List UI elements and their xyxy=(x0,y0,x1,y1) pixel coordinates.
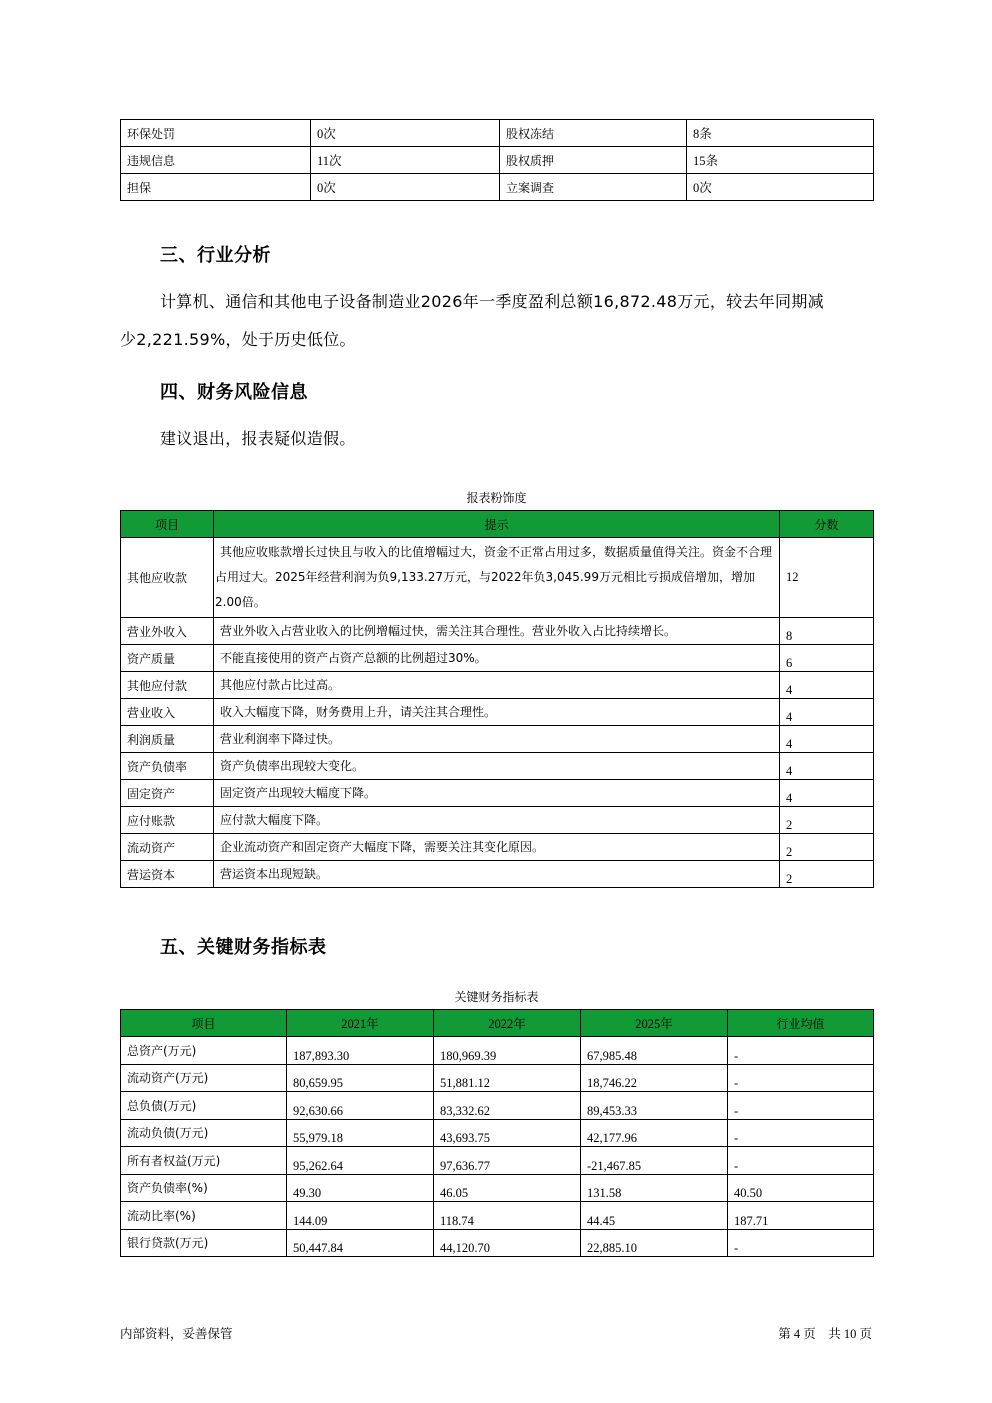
table-row xyxy=(121,726,874,753)
table-cell: 流动负债(万元) xyxy=(121,1119,287,1147)
column-header: 提示 xyxy=(214,511,780,538)
table-cell: 40.50 xyxy=(728,1174,874,1202)
table-row xyxy=(121,672,874,699)
table-row xyxy=(121,1229,874,1257)
table-cell: 80,659.95 xyxy=(287,1064,434,1092)
table-row xyxy=(121,699,874,726)
industry-paragraph-line2: 少2,221.59%，处于历史低位。 xyxy=(120,330,356,349)
table-cell: 营业收入 xyxy=(121,699,214,726)
table-cell: - xyxy=(728,1119,874,1147)
table-row xyxy=(121,618,874,645)
table-cell: 资产质量 xyxy=(121,645,214,672)
column-header: 项目 xyxy=(121,511,214,538)
column-header: 2022年 xyxy=(434,1010,581,1037)
table-row xyxy=(121,1037,874,1065)
column-header: 项目 xyxy=(121,1010,287,1037)
table-row xyxy=(121,174,874,201)
table-cell: 所有者权益(万元) xyxy=(121,1147,287,1175)
table-cell: 12 xyxy=(780,538,874,618)
table-cell: 其他应付款占比过高。 xyxy=(214,672,780,699)
table-cell: 企业流动资产和固定资产大幅度下降，需要关注其变化原因。 xyxy=(214,834,780,861)
table-cell: 8 xyxy=(780,618,874,645)
table-cell: 46.05 xyxy=(434,1174,581,1202)
table-cell: -21,467.85 xyxy=(581,1147,728,1175)
table-row xyxy=(121,780,874,807)
table-cell: 营运资本出现短缺。 xyxy=(214,861,780,888)
table-cell: 营业外收入占营业收入的比例增幅过快，需关注其合理性。营业外收入占比持续增长。 xyxy=(214,618,780,645)
table-cell: 银行贷款(万元) xyxy=(121,1229,287,1257)
table-row xyxy=(121,1174,874,1202)
table-cell: 22,885.10 xyxy=(581,1229,728,1257)
table-cell: 131.58 xyxy=(581,1174,728,1202)
table-cell: 担保 xyxy=(121,174,311,201)
table-cell: 8条 xyxy=(687,120,874,147)
table-cell: 2 xyxy=(780,807,874,834)
table-cell: 0次 xyxy=(311,174,500,201)
table-row xyxy=(121,861,874,888)
section-heading-kpi: 五、关键财务指标表 xyxy=(160,937,327,958)
table-cell: 2 xyxy=(780,834,874,861)
table-cell: 4 xyxy=(780,780,874,807)
table-cell: 4 xyxy=(780,753,874,780)
table-cell: 资产负债率 xyxy=(121,753,214,780)
table-cell: 2 xyxy=(780,861,874,888)
table-cell: 营业利润率下降过快。 xyxy=(214,726,780,753)
table-cell: 6 xyxy=(780,645,874,672)
table-cell: 187,893.30 xyxy=(287,1037,434,1065)
table-cell: 11次 xyxy=(311,147,500,174)
table-row xyxy=(121,1119,874,1147)
table-cell: - xyxy=(728,1064,874,1092)
table-cell: 18,746.22 xyxy=(581,1064,728,1092)
table-cell: 51,881.12 xyxy=(434,1064,581,1092)
table-cell: 43,693.75 xyxy=(434,1119,581,1147)
table-cell: 资产负债率(%) xyxy=(121,1174,287,1202)
table-row xyxy=(121,834,874,861)
table-cell: 总负债(万元) xyxy=(121,1092,287,1120)
table-cell: 不能直接使用的资产占资产总额的比例超过30%。 xyxy=(214,645,780,672)
table-cell: 15条 xyxy=(687,147,874,174)
section-heading-financial-risk: 四、财务风险信息 xyxy=(160,382,308,403)
column-header: 2025年 xyxy=(581,1010,728,1037)
table-cell: 违规信息 xyxy=(121,147,311,174)
industry-paragraph-line1: 计算机、通信和其他电子设备制造业2026年一季度盈利总额16,872.48万元，较去年同期减 xyxy=(160,292,824,311)
footer-confidential-note: 内部资料，妥善保管 xyxy=(120,1326,233,1341)
financial-risk-paragraph: 建议退出，报表疑似造假。 xyxy=(160,429,356,448)
table-cell: 环保处罚 xyxy=(121,120,311,147)
table-cell: - xyxy=(728,1229,874,1257)
fraud-table-caption: 报表粉饰度 xyxy=(466,491,527,505)
table-cell: 180,969.39 xyxy=(434,1037,581,1065)
table-cell: 应付款大幅度下降。 xyxy=(214,807,780,834)
table-cell: - xyxy=(728,1147,874,1175)
table-cell: 流动比率(%) xyxy=(121,1202,287,1230)
table-row xyxy=(121,1064,874,1092)
table-cell: 固定资产出现较大幅度下降。 xyxy=(214,780,780,807)
table-cell: 股权冻结 xyxy=(500,120,687,147)
footer-page-number: 第 4 页 共 10 页 xyxy=(778,1327,872,1341)
column-header: 行业均值 xyxy=(728,1010,874,1037)
table-cell: 立案调查 xyxy=(500,174,687,201)
table-header-row xyxy=(121,1010,874,1037)
risk-summary-table xyxy=(120,119,874,201)
table-cell: 营运资本 xyxy=(121,861,214,888)
table-cell: 95,262.64 xyxy=(287,1147,434,1175)
table-cell: 97,636.77 xyxy=(434,1147,581,1175)
table-cell: 资产负债率出现较大变化。 xyxy=(214,753,780,780)
table-cell: 118.74 xyxy=(434,1202,581,1230)
table-cell: 流动资产 xyxy=(121,834,214,861)
table-row xyxy=(121,147,874,174)
table-cell: 收入大幅度下降，财务费用上升，请关注其合理性。 xyxy=(214,699,780,726)
table-cell: 4 xyxy=(780,699,874,726)
table-cell: 67,985.48 xyxy=(581,1037,728,1065)
table-cell: 固定资产 xyxy=(121,780,214,807)
table-cell: 0次 xyxy=(311,120,500,147)
table-cell: 其他应收款 xyxy=(121,538,214,618)
table-cell: 49.30 xyxy=(287,1174,434,1202)
table-row xyxy=(121,753,874,780)
table-row xyxy=(121,538,874,618)
table-cell: 总资产(万元) xyxy=(121,1037,287,1065)
table-cell: 流动资产(万元) xyxy=(121,1064,287,1092)
table-cell: 4 xyxy=(780,672,874,699)
table-row xyxy=(121,1092,874,1120)
table-cell: 187.71 xyxy=(728,1202,874,1230)
fraud-score-table xyxy=(120,510,874,888)
table-cell: 144.09 xyxy=(287,1202,434,1230)
table-row xyxy=(121,1202,874,1230)
table-cell: 股权质押 xyxy=(500,147,687,174)
section-heading-industry: 三、行业分析 xyxy=(160,245,271,266)
table-cell: 4 xyxy=(780,726,874,753)
table-cell: 55,979.18 xyxy=(287,1119,434,1147)
table-cell: 44,120.70 xyxy=(434,1229,581,1257)
table-cell: 83,332.62 xyxy=(434,1092,581,1120)
column-header: 2021年 xyxy=(287,1010,434,1037)
table-row xyxy=(121,120,874,147)
table-cell: 89,453.33 xyxy=(581,1092,728,1120)
column-header: 分数 xyxy=(780,511,874,538)
table-header-row xyxy=(121,511,874,538)
kpi-table-caption: 关键财务指标表 xyxy=(454,990,539,1004)
table-cell: 0次 xyxy=(687,174,874,201)
table-cell: 42,177.96 xyxy=(581,1119,728,1147)
table-cell: 营业外收入 xyxy=(121,618,214,645)
table-cell: 44.45 xyxy=(581,1202,728,1230)
table-row xyxy=(121,645,874,672)
table-cell: 利润质量 xyxy=(121,726,214,753)
table-cell: - xyxy=(728,1037,874,1065)
table-cell: 50,447.84 xyxy=(287,1229,434,1257)
kpi-table xyxy=(120,1009,874,1257)
table-row xyxy=(121,807,874,834)
table-cell: 应付账款 xyxy=(121,807,214,834)
table-row xyxy=(121,1147,874,1175)
table-cell: 其他应收账款增长过快且与收入的比值增幅过大，资金不正常占用过多，数据质量值得关注。资金不合理占用过大。2025年经营利润为负9,133.27万元，与2022年负3,045.99万元相比亏损成倍增加，增加2.00倍。 xyxy=(214,538,780,618)
table-cell: 其他应付款 xyxy=(121,672,214,699)
table-cell: - xyxy=(728,1092,874,1120)
table-cell: 92,630.66 xyxy=(287,1092,434,1120)
